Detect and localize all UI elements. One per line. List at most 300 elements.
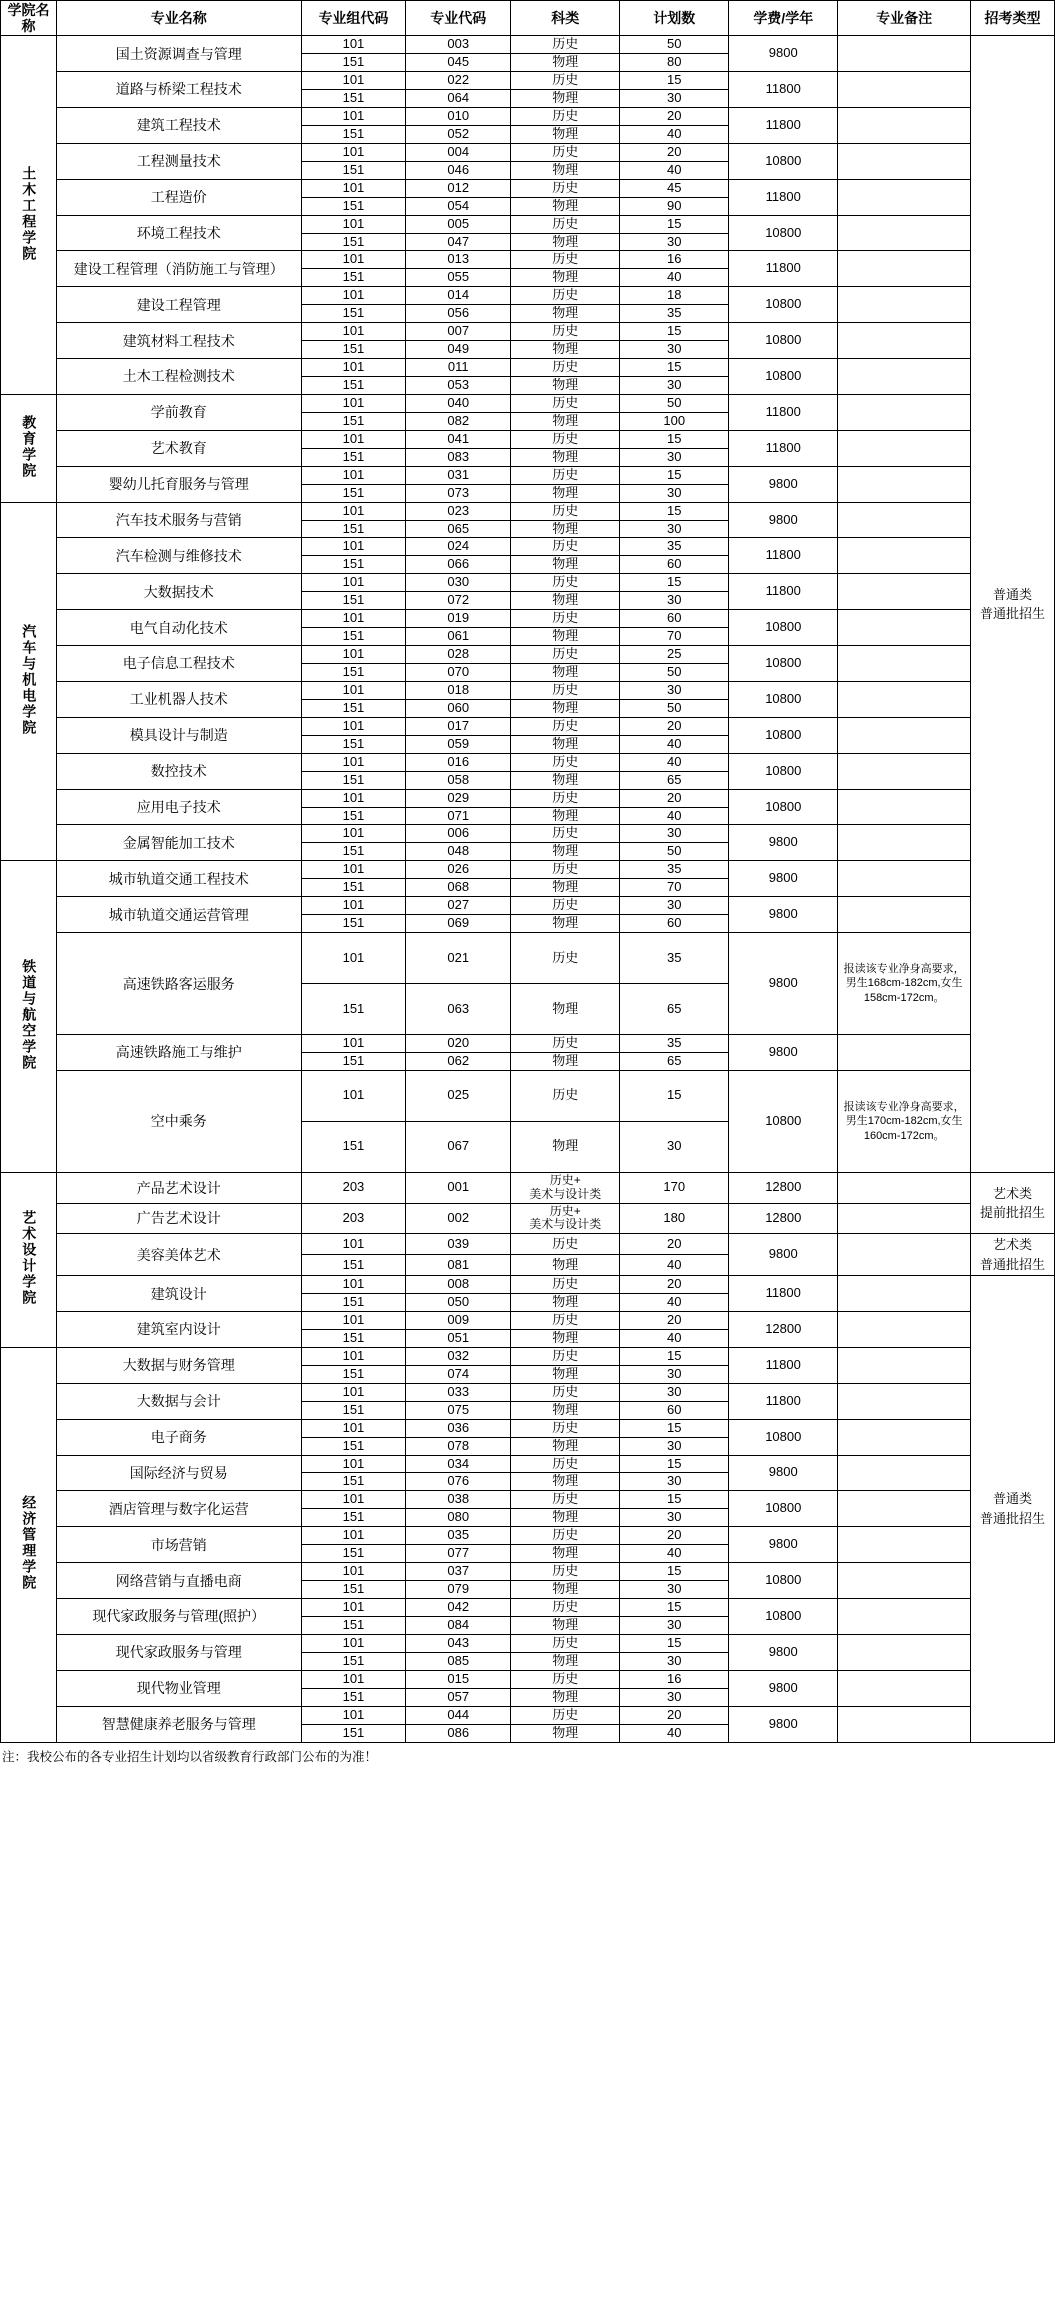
remark-cell <box>838 897 971 933</box>
plan-count-cell: 15 <box>620 323 729 341</box>
table-row <box>1 323 1055 341</box>
tuition-cell: 10800 <box>729 789 838 825</box>
college-name-cell: 铁道与航空学院 <box>1 861 57 1173</box>
group-code-cell: 101 <box>301 574 406 592</box>
subject-cell: 历史 <box>511 1035 620 1053</box>
plan-count-cell: 30 <box>620 1616 729 1634</box>
group-code-cell: 151 <box>301 699 406 717</box>
plan-count-cell: 80 <box>620 54 729 72</box>
major-code-cell: 004 <box>406 143 511 161</box>
major-name-cell: 产品艺术设计 <box>56 1172 301 1203</box>
table-row <box>1 610 1055 628</box>
plan-count-cell: 20 <box>620 1706 729 1724</box>
group-code-cell: 151 <box>301 1652 406 1670</box>
major-code-cell: 011 <box>406 359 511 377</box>
major-name-cell: 国际经济与贸易 <box>56 1455 301 1491</box>
major-code-cell: 029 <box>406 789 511 807</box>
group-code-cell: 151 <box>301 1545 406 1563</box>
table-row <box>1 430 1055 448</box>
major-name-cell: 网络营销与直播电商 <box>56 1563 301 1599</box>
plan-count-cell: 50 <box>620 394 729 412</box>
admission-type-cell: 普通类 普通批招生 <box>971 1276 1055 1742</box>
subject-cell: 历史 <box>511 143 620 161</box>
major-name-cell: 城市轨道交通工程技术 <box>56 861 301 897</box>
group-code-cell: 101 <box>301 251 406 269</box>
major-name-cell: 国土资源调查与管理 <box>56 36 301 72</box>
plan-count-cell: 30 <box>620 1121 729 1172</box>
group-code-cell: 101 <box>301 36 406 54</box>
subject-cell: 物理 <box>511 1509 620 1527</box>
table-row <box>1 1455 1055 1473</box>
major-code-cell: 012 <box>406 179 511 197</box>
plan-count-cell: 15 <box>620 1634 729 1652</box>
major-code-cell: 052 <box>406 125 511 143</box>
major-code-cell: 077 <box>406 1545 511 1563</box>
major-code-cell: 058 <box>406 771 511 789</box>
major-name-cell: 建筑设计 <box>56 1276 301 1312</box>
tuition-cell: 11800 <box>729 538 838 574</box>
major-code-cell: 055 <box>406 269 511 287</box>
group-code-cell: 151 <box>301 1437 406 1455</box>
group-code-cell: 151 <box>301 520 406 538</box>
group-code-cell: 101 <box>301 1070 406 1121</box>
remark-cell <box>838 681 971 717</box>
group-code-cell: 151 <box>301 90 406 108</box>
major-code-cell: 022 <box>406 72 511 90</box>
group-code-cell: 101 <box>301 1312 406 1330</box>
plan-count-cell: 15 <box>620 430 729 448</box>
subject-cell: 历史 <box>511 430 620 448</box>
major-code-cell: 024 <box>406 538 511 556</box>
subject-cell: 物理 <box>511 1473 620 1491</box>
group-code-cell: 151 <box>301 771 406 789</box>
major-code-cell: 015 <box>406 1670 511 1688</box>
table-body <box>1 36 1055 1742</box>
plan-count-cell: 15 <box>620 1491 729 1509</box>
remark-cell <box>838 646 971 682</box>
tuition-cell: 9800 <box>729 1527 838 1563</box>
header-plan-count: 计划数 <box>620 1 729 36</box>
tuition-cell: 9800 <box>729 897 838 933</box>
remark-cell <box>838 1599 971 1635</box>
subject-cell: 历史 <box>511 323 620 341</box>
table-row <box>1 1383 1055 1401</box>
group-code-cell: 151 <box>301 807 406 825</box>
plan-count-cell: 15 <box>620 466 729 484</box>
major-code-cell: 069 <box>406 915 511 933</box>
major-name-cell: 模具设计与制造 <box>56 717 301 753</box>
remark-cell: 报读该专业净身高要求，男生168cm-182cm,女生158cm-172cm。 <box>838 933 971 1035</box>
header-college: 学院名称 <box>1 1 57 36</box>
table-row <box>1 466 1055 484</box>
major-name-cell: 道路与桥梁工程技术 <box>56 72 301 108</box>
tuition-cell: 9800 <box>729 1035 838 1071</box>
major-name-cell: 电子信息工程技术 <box>56 646 301 682</box>
group-code-cell: 101 <box>301 1670 406 1688</box>
table-row <box>1 646 1055 664</box>
major-code-cell: 083 <box>406 448 511 466</box>
group-code-cell: 101 <box>301 1527 406 1545</box>
tuition-cell: 11800 <box>729 1276 838 1312</box>
subject-cell: 物理 <box>511 1724 620 1742</box>
remark-cell <box>838 251 971 287</box>
major-code-cell: 053 <box>406 377 511 395</box>
group-code-cell: 101 <box>301 394 406 412</box>
group-code-cell: 151 <box>301 843 406 861</box>
major-name-cell: 建筑材料工程技术 <box>56 323 301 359</box>
subject-cell: 物理 <box>511 664 620 682</box>
college-name-cell: 土木工程学院 <box>1 36 57 395</box>
plan-count-cell: 40 <box>620 1724 729 1742</box>
subject-cell: 物理 <box>511 197 620 215</box>
table-row <box>1 717 1055 735</box>
group-code-cell: 151 <box>301 1616 406 1634</box>
plan-count-cell: 50 <box>620 843 729 861</box>
remark-cell <box>838 1234 971 1276</box>
subject-cell: 历史 <box>511 215 620 233</box>
subject-cell: 历史+ 美术与设计类 <box>511 1172 620 1203</box>
header-major-code: 专业代码 <box>406 1 511 36</box>
tuition-cell: 12800 <box>729 1312 838 1348</box>
major-code-cell: 074 <box>406 1365 511 1383</box>
major-code-cell: 005 <box>406 215 511 233</box>
group-code-cell: 101 <box>301 1455 406 1473</box>
plan-count-cell: 60 <box>620 915 729 933</box>
subject-cell: 物理 <box>511 484 620 502</box>
plan-count-cell: 35 <box>620 933 729 984</box>
group-code-cell: 151 <box>301 1688 406 1706</box>
table-row <box>1 502 1055 520</box>
subject-cell: 历史 <box>511 394 620 412</box>
subject-cell: 物理 <box>511 1053 620 1071</box>
group-code-cell: 101 <box>301 1634 406 1652</box>
subject-cell: 物理 <box>511 1545 620 1563</box>
major-code-cell: 081 <box>406 1255 511 1276</box>
group-code-cell: 101 <box>301 717 406 735</box>
major-code-cell: 080 <box>406 1509 511 1527</box>
plan-count-cell: 16 <box>620 251 729 269</box>
major-name-cell: 智慧健康养老服务与管理 <box>56 1706 301 1742</box>
remark-cell <box>838 1035 971 1071</box>
remark-cell <box>838 1203 971 1234</box>
plan-count-cell: 30 <box>620 592 729 610</box>
plan-count-cell: 15 <box>620 359 729 377</box>
major-code-cell: 006 <box>406 825 511 843</box>
major-code-cell: 026 <box>406 861 511 879</box>
remark-cell <box>838 287 971 323</box>
major-code-cell: 075 <box>406 1401 511 1419</box>
table-row <box>1 1527 1055 1545</box>
major-code-cell: 031 <box>406 466 511 484</box>
header-major: 专业名称 <box>56 1 301 36</box>
major-name-cell: 工程造价 <box>56 179 301 215</box>
major-code-cell: 068 <box>406 879 511 897</box>
plan-count-cell: 15 <box>620 574 729 592</box>
tuition-cell: 9800 <box>729 36 838 72</box>
table-row <box>1 1347 1055 1365</box>
remark-cell <box>838 1276 971 1312</box>
admission-type-cell: 普通类 普通批招生 <box>971 36 1055 1173</box>
major-name-cell: 艺术教育 <box>56 430 301 466</box>
major-name-cell: 大数据与财务管理 <box>56 1347 301 1383</box>
group-code-cell: 101 <box>301 789 406 807</box>
table-row <box>1 1599 1055 1617</box>
major-code-cell: 064 <box>406 90 511 108</box>
table-row <box>1 251 1055 269</box>
group-code-cell: 101 <box>301 1035 406 1053</box>
remark-cell: 报读该专业净身高要求，男生170cm-182cm,女生160cm-172cm。 <box>838 1070 971 1172</box>
tuition-cell: 9800 <box>729 466 838 502</box>
subject-cell: 历史 <box>511 359 620 377</box>
subject-cell: 物理 <box>511 269 620 287</box>
table-row <box>1 1276 1055 1294</box>
plan-count-cell: 30 <box>620 1509 729 1527</box>
group-code-cell: 101 <box>301 610 406 628</box>
table-row <box>1 825 1055 843</box>
plan-count-cell: 30 <box>620 1383 729 1401</box>
group-code-cell: 151 <box>301 735 406 753</box>
major-code-cell: 013 <box>406 251 511 269</box>
major-code-cell: 033 <box>406 1383 511 1401</box>
tuition-cell: 10800 <box>729 1070 838 1172</box>
plan-count-cell: 15 <box>620 1347 729 1365</box>
subject-cell: 物理 <box>511 1294 620 1312</box>
plan-count-cell: 30 <box>620 377 729 395</box>
major-name-cell: 学前教育 <box>56 394 301 430</box>
remark-cell <box>838 359 971 395</box>
group-code-cell: 101 <box>301 646 406 664</box>
subject-cell: 物理 <box>511 1581 620 1599</box>
plan-count-cell: 20 <box>620 789 729 807</box>
major-name-cell: 美容美体艺术 <box>56 1234 301 1276</box>
plan-count-cell: 30 <box>620 1652 729 1670</box>
remark-cell <box>838 825 971 861</box>
major-code-cell: 066 <box>406 556 511 574</box>
group-code-cell: 151 <box>301 879 406 897</box>
major-name-cell: 城市轨道交通运营管理 <box>56 897 301 933</box>
subject-cell: 物理 <box>511 233 620 251</box>
admission-type-cell: 艺术类 提前批招生 <box>971 1172 1055 1233</box>
major-code-cell: 018 <box>406 681 511 699</box>
group-code-cell: 101 <box>301 861 406 879</box>
subject-cell: 物理 <box>511 125 620 143</box>
major-name-cell: 高速铁路客运服务 <box>56 933 301 1035</box>
plan-count-cell: 20 <box>620 1276 729 1294</box>
major-code-cell: 047 <box>406 233 511 251</box>
plan-count-cell: 30 <box>620 825 729 843</box>
plan-count-cell: 16 <box>620 1670 729 1688</box>
group-code-cell: 151 <box>301 984 406 1035</box>
group-code-cell: 151 <box>301 1581 406 1599</box>
group-code-cell: 101 <box>301 1234 406 1255</box>
plan-count-cell: 100 <box>620 412 729 430</box>
major-code-cell: 039 <box>406 1234 511 1255</box>
subject-cell: 物理 <box>511 915 620 933</box>
major-code-cell: 020 <box>406 1035 511 1053</box>
remark-cell <box>838 1527 971 1563</box>
group-code-cell: 151 <box>301 1294 406 1312</box>
tuition-cell: 10800 <box>729 753 838 789</box>
subject-cell: 历史 <box>511 933 620 984</box>
major-code-cell: 076 <box>406 1473 511 1491</box>
remark-cell <box>838 1383 971 1419</box>
tuition-cell: 10800 <box>729 1563 838 1599</box>
remark-cell <box>838 323 971 359</box>
subject-cell: 历史 <box>511 861 620 879</box>
major-code-cell: 072 <box>406 592 511 610</box>
subject-cell: 物理 <box>511 161 620 179</box>
remark-cell <box>838 861 971 897</box>
plan-count-cell: 25 <box>620 646 729 664</box>
major-code-cell: 046 <box>406 161 511 179</box>
major-code-cell: 060 <box>406 699 511 717</box>
table-row <box>1 36 1055 54</box>
major-name-cell: 应用电子技术 <box>56 789 301 825</box>
plan-count-cell: 40 <box>620 735 729 753</box>
major-name-cell: 环境工程技术 <box>56 215 301 251</box>
major-code-cell: 030 <box>406 574 511 592</box>
subject-cell: 物理 <box>511 1255 620 1276</box>
major-code-cell: 073 <box>406 484 511 502</box>
group-code-cell: 101 <box>301 1599 406 1617</box>
plan-count-cell: 40 <box>620 269 729 287</box>
table-row <box>1 681 1055 699</box>
subject-cell: 历史 <box>511 897 620 915</box>
group-code-cell: 203 <box>301 1203 406 1234</box>
subject-cell: 历史 <box>511 502 620 520</box>
major-code-cell: 035 <box>406 1527 511 1545</box>
subject-cell: 物理 <box>511 807 620 825</box>
table-row <box>1 72 1055 90</box>
major-code-cell: 028 <box>406 646 511 664</box>
subject-cell: 历史 <box>511 287 620 305</box>
table-row <box>1 933 1055 984</box>
subject-cell: 物理 <box>511 1365 620 1383</box>
major-code-cell: 056 <box>406 305 511 323</box>
major-name-cell: 工程测量技术 <box>56 143 301 179</box>
major-code-cell: 040 <box>406 394 511 412</box>
table-row <box>1 179 1055 197</box>
major-code-cell: 048 <box>406 843 511 861</box>
group-code-cell: 151 <box>301 664 406 682</box>
major-name-cell: 空中乘务 <box>56 1070 301 1172</box>
group-code-cell: 101 <box>301 681 406 699</box>
group-code-cell: 151 <box>301 1255 406 1276</box>
group-code-cell: 151 <box>301 628 406 646</box>
remark-cell <box>838 394 971 430</box>
major-code-cell: 010 <box>406 107 511 125</box>
admission-type-cell: 艺术类 普通批招生 <box>971 1234 1055 1276</box>
plan-count-cell: 180 <box>620 1203 729 1234</box>
remark-cell <box>838 753 971 789</box>
table-row <box>1 1634 1055 1652</box>
table-row <box>1 1203 1055 1234</box>
group-code-cell: 101 <box>301 1419 406 1437</box>
major-code-cell: 063 <box>406 984 511 1035</box>
group-code-cell: 101 <box>301 1706 406 1724</box>
group-code-cell: 101 <box>301 1491 406 1509</box>
plan-count-cell: 30 <box>620 1688 729 1706</box>
plan-count-cell: 30 <box>620 520 729 538</box>
major-code-cell: 065 <box>406 520 511 538</box>
table-row <box>1 538 1055 556</box>
group-code-cell: 151 <box>301 412 406 430</box>
remark-cell <box>838 1563 971 1599</box>
subject-cell: 物理 <box>511 90 620 108</box>
remark-cell <box>838 1172 971 1203</box>
plan-count-cell: 30 <box>620 1437 729 1455</box>
subject-cell: 历史 <box>511 789 620 807</box>
remark-cell <box>838 1670 971 1706</box>
subject-cell: 历史 <box>511 1383 620 1401</box>
tuition-cell: 12800 <box>729 1203 838 1234</box>
major-name-cell: 土木工程检测技术 <box>56 359 301 395</box>
group-code-cell: 101 <box>301 825 406 843</box>
tuition-cell: 10800 <box>729 681 838 717</box>
group-code-cell: 151 <box>301 269 406 287</box>
tuition-cell: 9800 <box>729 1634 838 1670</box>
tuition-cell: 9800 <box>729 933 838 1035</box>
subject-cell: 历史 <box>511 1670 620 1688</box>
subject-cell: 历史 <box>511 1070 620 1121</box>
table-row <box>1 1563 1055 1581</box>
plan-count-cell: 35 <box>620 861 729 879</box>
table-row <box>1 897 1055 915</box>
major-code-cell: 021 <box>406 933 511 984</box>
remark-cell <box>838 1312 971 1348</box>
group-code-cell: 151 <box>301 233 406 251</box>
table-row <box>1 1706 1055 1724</box>
major-code-cell: 037 <box>406 1563 511 1581</box>
group-code-cell: 151 <box>301 161 406 179</box>
group-code-cell: 151 <box>301 1509 406 1527</box>
group-code-cell: 101 <box>301 502 406 520</box>
plan-count-cell: 18 <box>620 287 729 305</box>
plan-count-cell: 40 <box>620 753 729 771</box>
major-name-cell: 建筑工程技术 <box>56 107 301 143</box>
group-code-cell: 151 <box>301 54 406 72</box>
subject-cell: 历史 <box>511 1491 620 1509</box>
table-row <box>1 1419 1055 1437</box>
table-row <box>1 574 1055 592</box>
subject-cell: 历史 <box>511 251 620 269</box>
subject-cell: 物理 <box>511 54 620 72</box>
major-code-cell: 002 <box>406 1203 511 1234</box>
subject-cell: 物理 <box>511 843 620 861</box>
major-code-cell: 038 <box>406 1491 511 1509</box>
major-name-cell: 汽车检测与维修技术 <box>56 538 301 574</box>
table-row <box>1 1172 1055 1203</box>
subject-cell: 物理 <box>511 879 620 897</box>
plan-count-cell: 20 <box>620 1312 729 1330</box>
table-row <box>1 359 1055 377</box>
major-code-cell: 041 <box>406 430 511 448</box>
group-code-cell: 101 <box>301 466 406 484</box>
plan-count-cell: 40 <box>620 1294 729 1312</box>
major-code-cell: 003 <box>406 36 511 54</box>
header-group-code: 专业组代码 <box>301 1 406 36</box>
tuition-cell: 11800 <box>729 251 838 287</box>
plan-count-cell: 40 <box>620 1545 729 1563</box>
major-code-cell: 082 <box>406 412 511 430</box>
table-footer-note: 注：我校公布的各专业招生计划均以省级教育行政部门公布的为准！ <box>2 1749 378 1764</box>
subject-cell: 历史 <box>511 107 620 125</box>
major-code-cell: 019 <box>406 610 511 628</box>
table-row <box>1 394 1055 412</box>
plan-count-cell: 20 <box>620 717 729 735</box>
major-code-cell: 036 <box>406 1419 511 1437</box>
plan-count-cell: 30 <box>620 897 729 915</box>
